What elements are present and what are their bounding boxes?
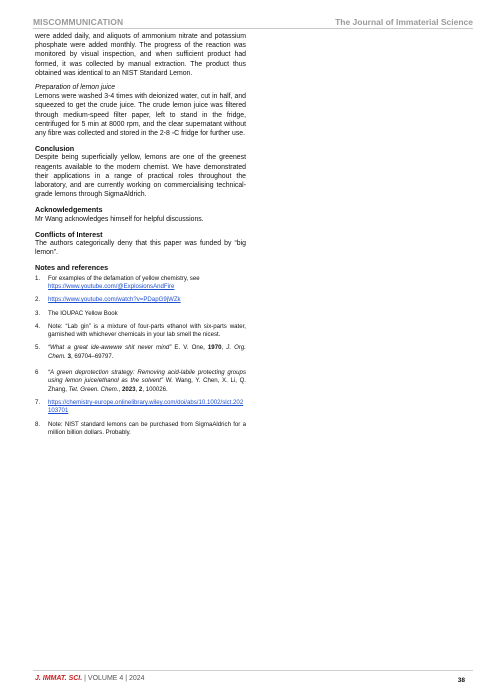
reference-volume: 3 (67, 352, 72, 360)
reference-list (35, 275, 246, 437)
footer-volume-year: | VOLUME 4 | 2024 (82, 675, 145, 682)
conclusion-paragraph: Despite being superficially yellow, lemons are one of the greenest reagents available to the modern chemist. We have demonstrated their applications in a range of practical roles throughout the laboratory, and are currently working on commercialising technical-grade lemons through SigmaAldrich. (35, 154, 246, 199)
reference-authors: W. Wang, Y. Chen, X. Li, Q. Zhang, (48, 377, 246, 393)
running-footer (35, 675, 145, 682)
acknowledgements-paragraph: Mr Wang acknowledges himself for helpful discussions. (35, 215, 204, 223)
reference-number: 7. (35, 398, 41, 406)
reference-text: Note: “Lab gin” is a mixture of four-parts ethanol with six-parts water, garnished with whichever chemicals in your lab smell the nicest. (48, 322, 246, 339)
reference-pages: , 69704–69797. (71, 352, 114, 360)
reference-link[interactable]: https://www.youtube.com/@ExplosionsAndFire (48, 282, 175, 290)
reference-authors: E. V. One, (171, 344, 208, 352)
header-divider (33, 28, 473, 29)
reference-item (35, 369, 246, 394)
conflicts-paragraph: The authors categorically deny that this paper was funded by “big lemon”. (35, 240, 246, 257)
reference-item (35, 421, 246, 438)
intro-paragraph: were added daily, and aliquots of ammonium nitrate and potassium phosphate were added monthly. The progress of the reaction was monitored by visual inspection, and when sufficient product had formed, it was collected by manual extraction. The product thus obtained was identical to an NIST Standard Lemon. (35, 33, 246, 77)
reference-number: 5. (35, 344, 41, 352)
journal-title: The Journal of Immaterial Science (335, 17, 473, 27)
reference-journal: Tet. Green. Chem. (68, 385, 119, 393)
reference-item (35, 275, 246, 292)
prep-paragraph: Lemons were washed 3-4 times with deionized water, cut in half, and squeezed to get the crude juice. The crude lemon juice was filtered through medium-speed filter paper, left to stand in the fridge, centrifuged for 5 min at 8000 rpm, and the clear supernatant without any fibre was collected and stored in the 2-8 ◦C fridge for further use. (35, 93, 246, 138)
reference-separator: , (118, 385, 122, 393)
reference-text: Note: NIST standard lemons can be purchased from SigmaAldrich for a million billion dollars. Probably. (48, 420, 246, 436)
reference-number: 6 (35, 369, 39, 377)
reference-item (35, 310, 246, 318)
references-heading: Notes and references (35, 263, 109, 273)
conflicts-heading: Conflicts of Interest (35, 229, 103, 239)
article-column (35, 32, 246, 442)
footer-divider (33, 670, 473, 671)
reference-title: “A green deprotection strategy: Removing acid-labile protecting groups using lemon juice/ethanol as the solvent” (48, 369, 246, 385)
footer-journal-abbrev: J. IMMAT. SCI. (35, 675, 83, 682)
section-label: MISCOMMUNICATION (33, 17, 124, 27)
reference-journal: J. Org. Chem. (48, 344, 246, 360)
reference-link[interactable]: https://chemistry-europe.onlinelibrary.wiley.com/doi/abs/10.1002/slct.202103701 (48, 398, 244, 415)
reference-separator: , (135, 385, 139, 393)
reference-item (35, 296, 246, 304)
reference-year: 2023 (121, 385, 136, 393)
reference-number: 4. (35, 322, 41, 330)
reference-volume: 2 (138, 385, 143, 393)
reference-item (35, 344, 246, 361)
reference-item (35, 399, 246, 416)
reference-number: 3. (35, 309, 41, 317)
conclusion-heading: Conclusion (35, 144, 75, 154)
prep-heading: Preparation of lemon juice (35, 84, 116, 92)
reference-number: 2. (35, 296, 41, 304)
reference-pages: , 100026. (142, 385, 168, 393)
reference-text: For examples of the defamation of yellow chemistry, see (48, 274, 200, 282)
acknowledgements-heading: Acknowledgements (35, 205, 103, 215)
reference-number: 8. (35, 420, 41, 428)
reference-text: The IOUPAC Yellow Book (48, 309, 118, 317)
reference-number: 1. (35, 274, 41, 282)
page-number: 38 (457, 677, 465, 684)
reference-link[interactable]: https://www.youtube.com/watch?v=PDapG9jWZk (48, 296, 181, 304)
reference-year: 1970 (207, 344, 222, 352)
reference-title: “What a great ide-awwww shit never mind” (48, 344, 172, 352)
reference-item (35, 323, 246, 340)
reference-separator: , (221, 344, 227, 352)
